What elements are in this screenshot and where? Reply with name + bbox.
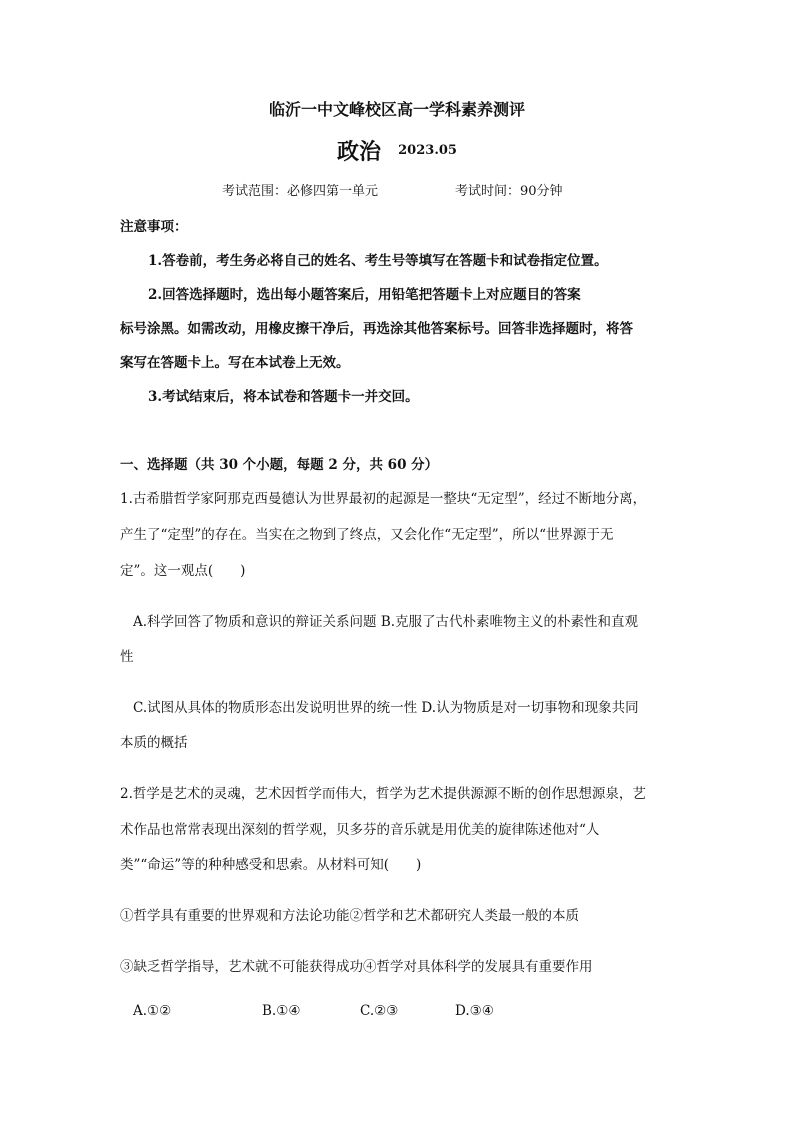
q2-statements-1: ①哲学具有重要的世界观和方法论功能②哲学和艺术都研究人类最一般的本质 [120,908,579,924]
q2-stem-line-1: 2.哲学是艺术的灵魂，艺术因哲学而伟大，哲学为艺术提供源源不断的创作思想源泉，艺 [120,786,646,802]
note-item-2-line-3: 案写在答题卡上。写在本试卷上无效。 [120,355,350,371]
q2-stem-line-3: 类”“命运”等的种种感受和思索。从材料可知( ) [120,857,422,873]
note-item-3: 3.考试结束后，将本试卷和答题卡一并交回。 [148,389,419,405]
note-item-1: 1.答卷前，考生务必将自己的姓名、考生号等填写在答题卡和试卷指定位置。 [148,253,608,269]
q2-option-a: A.①② [133,1003,172,1019]
section-heading: 一、选择题（共 30 个小题，每题 2 分，共 60 分） [120,457,439,473]
q2-option-c: C.②③ [360,1003,399,1019]
q2-option-d: D.③④ [455,1003,494,1019]
note-item-2-line-1: 2.回答选择题时，选出每小题答案后，用铅笔把答题卡上对应题目的答案 [148,287,581,303]
q1-stem-line-2: 产生了“定型”的存在。当实在之物到了终点，又会化作“无定型”，所以“世界源于无 [120,527,614,543]
q1-stem-line-1: 1.古希腊哲学家阿那克西曼德认为世界最初的起源是一整块“无定型”，经过不断地分离， [120,491,647,507]
q2-option-b: B.①④ [262,1003,301,1019]
notes-heading: 注意事项： [120,219,188,235]
subject-row [0,135,794,166]
q1-stem-line-3: 定”。这一观点( ) [120,563,246,579]
q1-options-cd-line-2: 本质的概括 [120,735,188,751]
exam-title: 临沂一中文峰校区高一学科素养测评 [268,100,525,119]
exam-date: 2023.05 [398,143,457,158]
subject-name: 政治 [337,139,382,165]
q2-stem-line-2: 术作品也常常表现出深刻的哲学观，贝多芬的音乐就是用优美的旋律陈述他对“人 [120,822,600,838]
exam-scope: 考试范围：必修四第一单元 [222,184,379,199]
q1-options-ab-line-2: 性 [120,649,134,665]
exam-time: 考试时间：90分钟 [455,184,563,199]
q1-options-cd-line-1: C.试图从具体的物质形态出发说明世界的统一性 D.认为物质是对一切事物和现象共同 [133,700,639,716]
q1-options-ab-line-1: A.科学回答了物质和意识的辩证关系问题 B.克服了古代朴素唯物主义的朴素性和直观 [133,614,639,630]
q2-statements-2: ③缺乏哲学指导，艺术就不可能获得成功④哲学对具体科学的发展具有重要作用 [120,959,593,975]
note-item-2-line-2: 标号涂黑。如需改动，用橡皮擦干净后，再选涂其他答案标号。回答非选择题时，将答 [120,321,633,337]
